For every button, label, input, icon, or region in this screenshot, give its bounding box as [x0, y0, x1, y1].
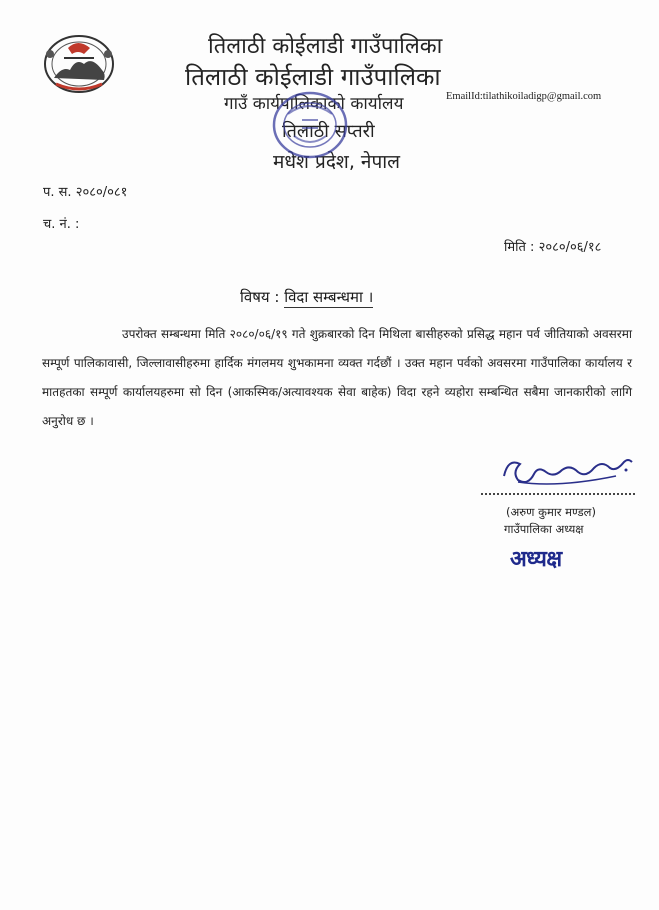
- nepal-emblem-icon: [40, 28, 118, 96]
- letter-date: मिति : २०८०/०६/१८: [504, 240, 602, 255]
- municipality-name-line-1: तिलाठी कोईलाडी गाउँपालिका: [208, 34, 443, 59]
- office-name: गाउँ कार्यपालिकाको कार्यालय: [224, 94, 404, 114]
- body-paragraph: उपरोक्त सम्बन्धमा मिति २०८०/०६/१९ गते शुक्रबारको दिन मिथिला बासीहरुको प्रसिद्ध महान पर्व जीतियाको अवसरमा सम्पूर्ण पालिकावासी, जिल्लावासीहरुमा हार्दिक मंगलमय शुभकामना व्यक्त गर्दछौं । उक्त महान पर्वको अवसरमा गाउँपालिका कार्यालय र मातहतका सम्पूर्ण कार्यालयहरुमा सो दिन (आकस्मिक/अत्यावश्यक सेवा बाहेक) विदा रहने व्यहोरा सम्बन्धित सबैमा जानकारीको लागि अनुरोध छ ।: [42, 327, 632, 428]
- letter-number: प. स. २०८०/०८१: [43, 185, 128, 200]
- subject-label: विषय :: [240, 288, 285, 306]
- municipality-name-line-2: तिलाठी कोईलाडी गाउँपालिका: [185, 63, 441, 91]
- signature-line: [481, 493, 635, 495]
- subject-value: विदा सम्बन्धमा ।: [284, 288, 374, 306]
- office-location: तिलाठी सप्तरी: [282, 121, 375, 142]
- signatory-name: (अरुण कुमार मण्डल): [506, 505, 596, 519]
- handwritten-signature: [498, 452, 638, 492]
- province-country: मधेश प्रदेश, नेपाल: [273, 151, 401, 173]
- dispatch-number: च. नं. :: [43, 217, 80, 232]
- subject-line: [240, 287, 373, 307]
- designation-stamp: अध्यक्ष: [510, 547, 562, 572]
- email-address: EmailId:tilathikoiladigp@gmail.com: [446, 91, 602, 102]
- signatory-title: गाउँपालिका अध्यक्ष: [504, 522, 584, 536]
- office-seal-stamp-icon: [258, 84, 362, 166]
